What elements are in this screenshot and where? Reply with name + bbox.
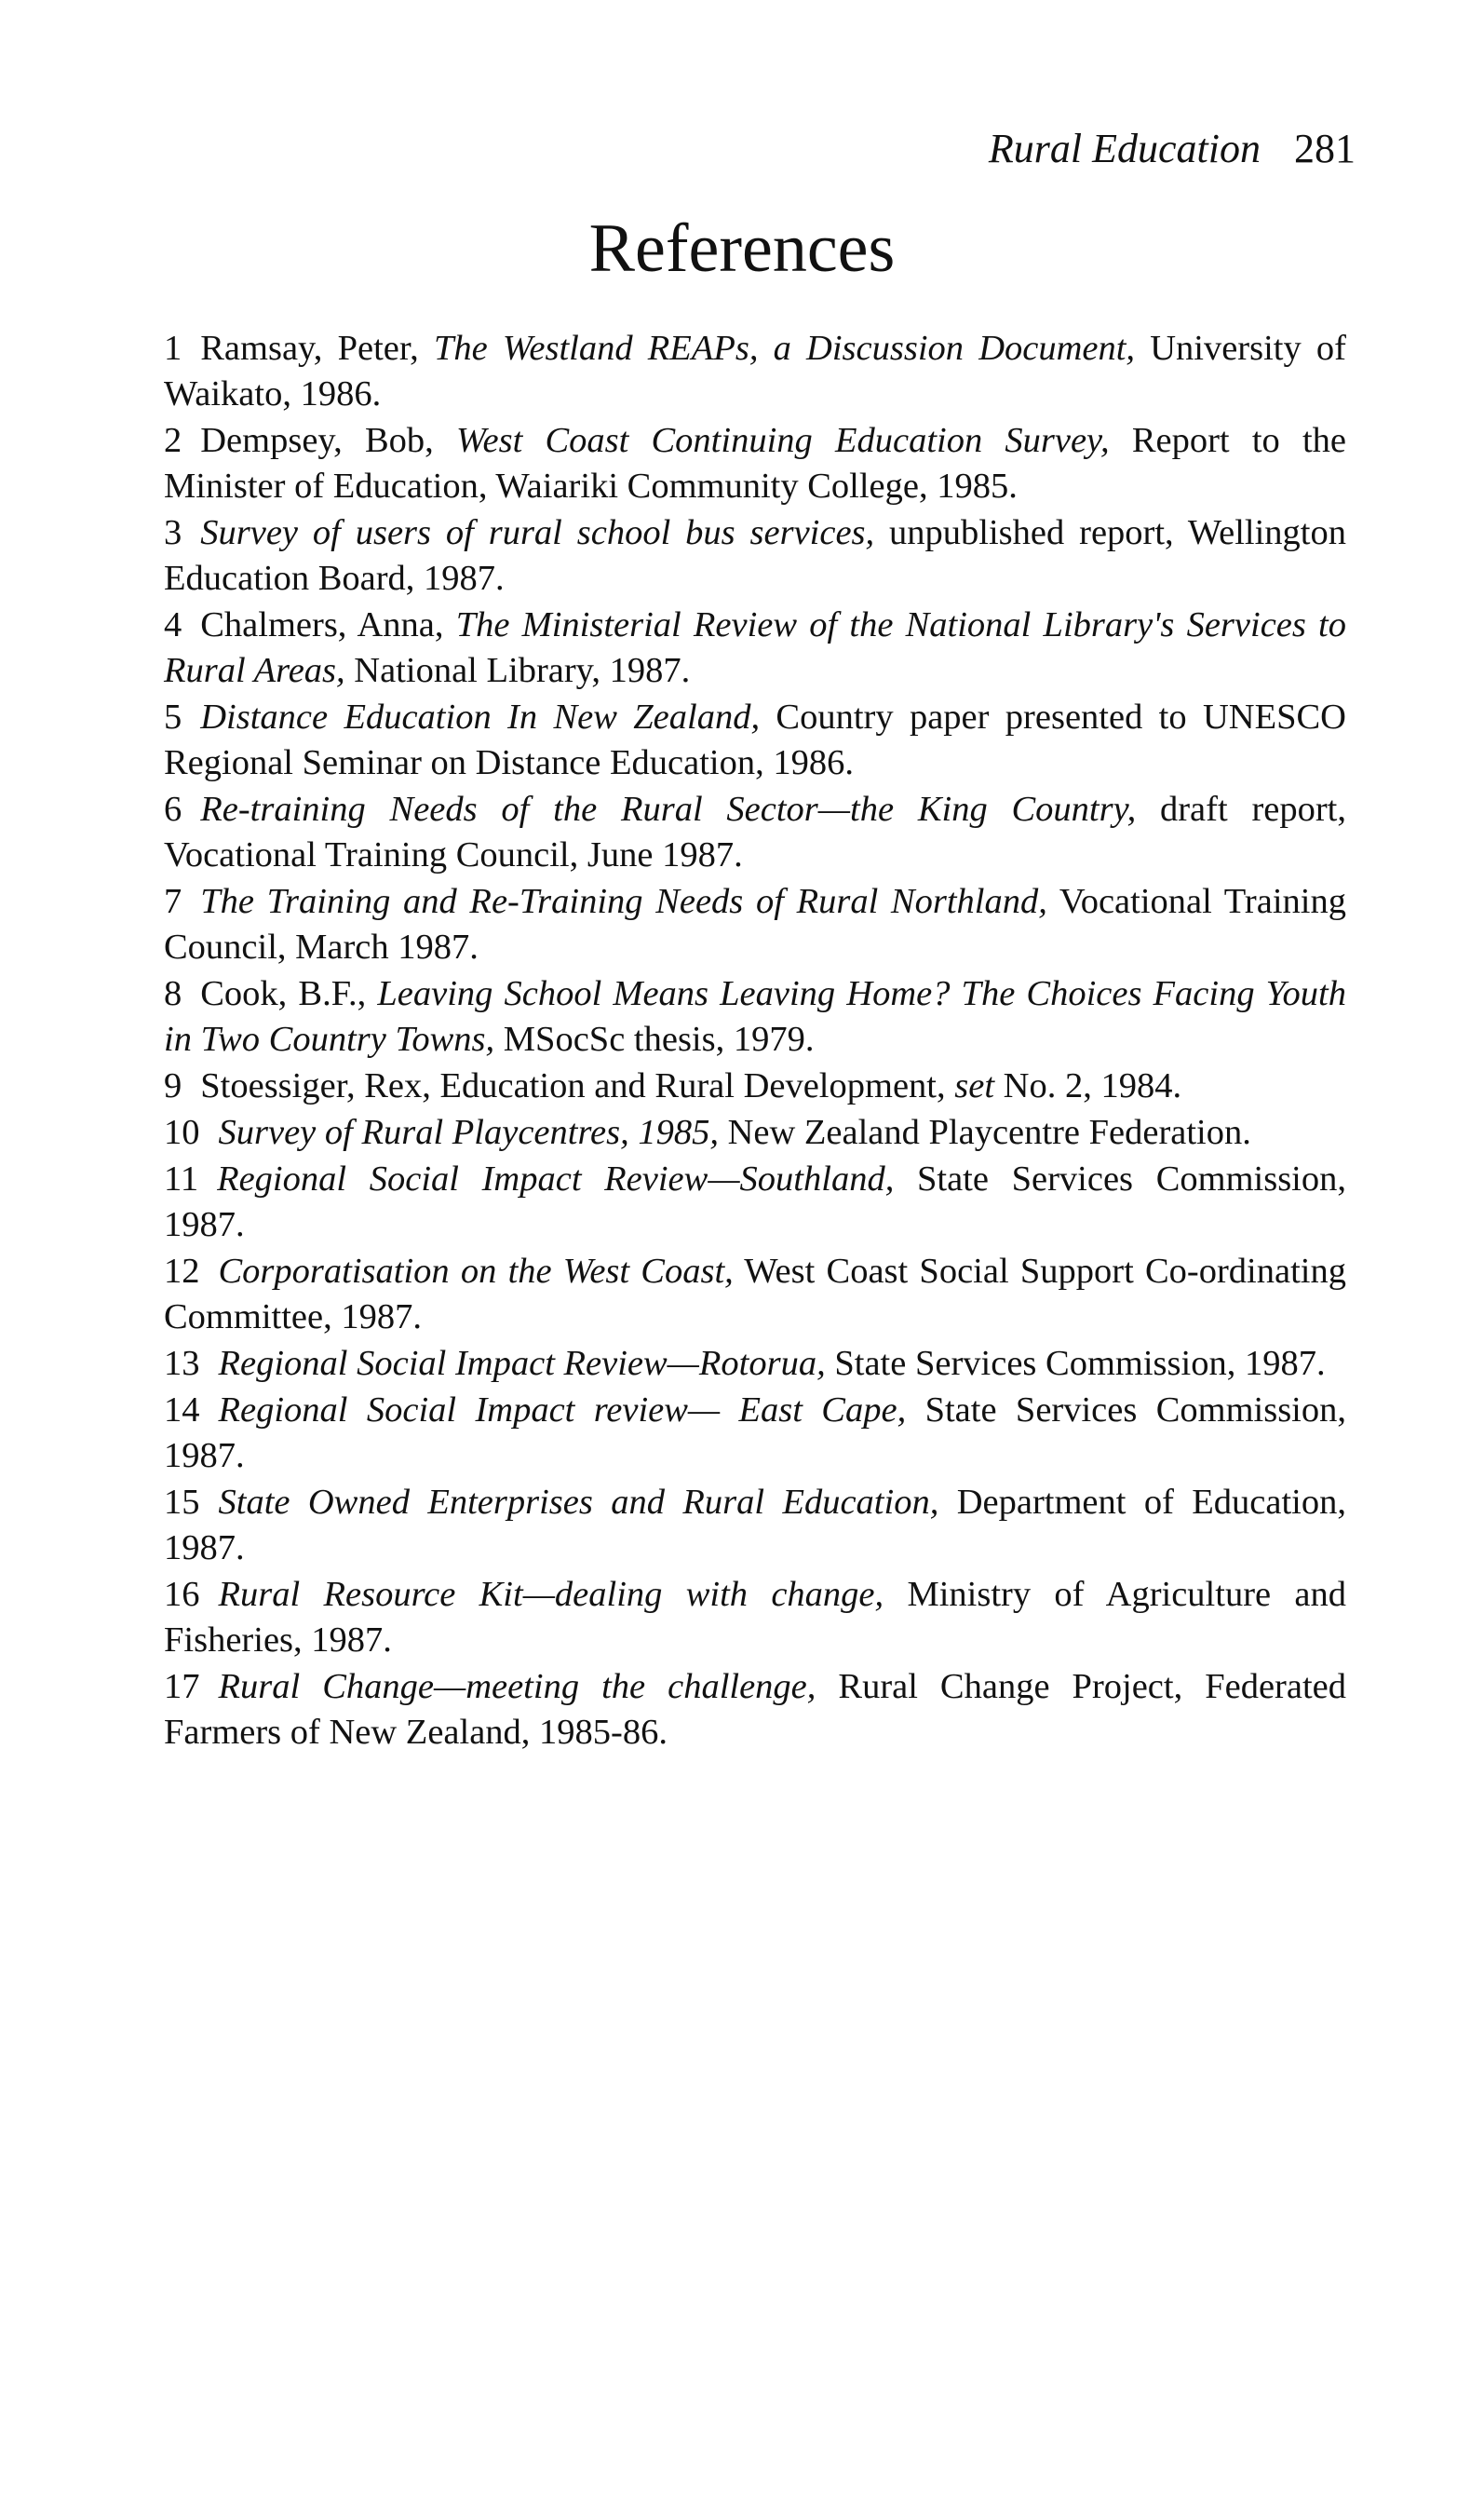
reference-item (164, 879, 1346, 970)
reference-number: 14 (164, 1390, 200, 1430)
reference-title: The Westland REAPs, a Discussion Document, (433, 329, 1136, 368)
reference-details: State Services Commission, 1987. (825, 1344, 1326, 1383)
reference-title: Survey of users of rural school bus services, (200, 513, 875, 552)
page-number: 281 (1294, 126, 1356, 171)
reference-item (164, 1157, 1346, 1248)
reference-details: unpublished report, Wellington Education Board, 1987. (164, 513, 1346, 598)
reference-number: 5 (164, 698, 182, 737)
reference-item (164, 1249, 1346, 1340)
reference-details: New Zealand Playcentre Federation. (718, 1113, 1251, 1152)
reference-title: West Coast Continuing Education Survey, (455, 421, 1110, 460)
reference-author: Cook, B.F., (200, 974, 378, 1013)
reference-item (164, 1110, 1346, 1156)
reference-author: Chalmers, Anna, (200, 605, 456, 644)
reference-author: Stoessiger, Rex, Education and Rural Development, (200, 1066, 955, 1105)
reference-list (164, 326, 1346, 1756)
reference-title: Regional Social Impact review— East Cape, (218, 1390, 907, 1430)
reference-title: set (954, 1066, 995, 1105)
reference-number: 11 (164, 1159, 199, 1199)
reference-number: 9 (164, 1066, 182, 1105)
reference-details: Rural Change Project, Federated Farmers of New Zealand, 1985-86. (164, 1667, 1346, 1752)
running-head (989, 123, 1356, 175)
reference-number: 17 (164, 1667, 200, 1706)
reference-title: Corporatisation on the West Coast, (218, 1252, 734, 1291)
reference-details: draft report, Vocational Training Council, June 1987. (164, 790, 1346, 874)
reference-details: MSocSc thesis, 1979. (494, 1020, 815, 1059)
reference-details: No. 2, 1984. (994, 1066, 1182, 1105)
reference-number: 10 (164, 1113, 200, 1152)
reference-item (164, 1572, 1346, 1663)
reference-number: 2 (164, 421, 182, 460)
reference-item (164, 326, 1346, 417)
reference-number: 4 (164, 605, 182, 644)
reference-item (164, 971, 1346, 1063)
reference-details: Ministry of Agriculture and Fisheries, 1987. (164, 1575, 1346, 1660)
reference-item (164, 1388, 1346, 1479)
reference-author: Dempsey, Bob, (200, 421, 456, 460)
page-title: References (588, 210, 896, 287)
reference-title: Rural Change—meeting the challenge, (218, 1667, 816, 1706)
reference-title: The Ministerial Review of the National Library's Services to Rural Areas, (164, 605, 1346, 690)
reference-title: Distance Education In New Zealand, (200, 698, 761, 737)
reference-author: Ramsay, Peter, (200, 329, 434, 368)
reference-details: West Coast Social Support Co-ordinating Committee, 1987. (164, 1252, 1346, 1336)
reference-title: Leaving School Means Leaving Home? The Choices Facing Youth in Two Country Towns, (164, 974, 1347, 1059)
reference-item (164, 1064, 1346, 1109)
reference-details: State Services Commission, 1987. (164, 1390, 1346, 1475)
reference-title: Rural Resource Kit—dealing with change, (218, 1575, 884, 1614)
reference-title: Regional Social Impact Review—Rotorua, (218, 1344, 826, 1383)
reference-details: Department of Education, 1987. (164, 1483, 1346, 1567)
reference-item (164, 1664, 1346, 1756)
reference-number: 6 (164, 790, 182, 829)
reference-details: National Library, 1987. (344, 651, 691, 690)
reference-title: The Training and Re-Training Needs of Rural Northland, (200, 882, 1047, 921)
reference-item (164, 510, 1346, 602)
reference-details: Country paper presented to UNESCO Regional Seminar on Distance Education, 1986. (164, 698, 1346, 782)
reference-number: 12 (164, 1252, 200, 1291)
reference-number: 7 (164, 882, 182, 921)
reference-item (164, 603, 1346, 694)
reference-item (164, 1480, 1346, 1571)
reference-title: Regional Social Impact Review—Southland, (217, 1159, 895, 1199)
reference-title: State Owned Enterprises and Rural Education, (218, 1483, 939, 1522)
reference-number: 16 (164, 1575, 200, 1614)
reference-number: 1 (164, 329, 182, 368)
running-head-title: Rural Education (988, 126, 1261, 171)
reference-item (164, 1341, 1346, 1387)
reference-number: 13 (164, 1344, 200, 1383)
reference-item (164, 418, 1346, 509)
reference-details: University of Waikato, 1986. (164, 329, 1346, 413)
reference-item (164, 787, 1346, 878)
reference-details: Vocational Training Council, March 1987. (164, 882, 1346, 967)
reference-details: Report to the Minister of Education, Waiariki Community College, 1985. (164, 421, 1346, 506)
reference-number: 15 (164, 1483, 200, 1522)
reference-item (164, 695, 1346, 786)
reference-title: Survey of Rural Playcentres, 1985, (218, 1113, 719, 1152)
reference-title: Re-training Needs of the Rural Sector—the King Country, (200, 790, 1137, 829)
reference-details: State Services Commission, 1987. (164, 1159, 1346, 1244)
reference-number: 8 (164, 974, 182, 1013)
reference-number: 3 (164, 513, 182, 552)
